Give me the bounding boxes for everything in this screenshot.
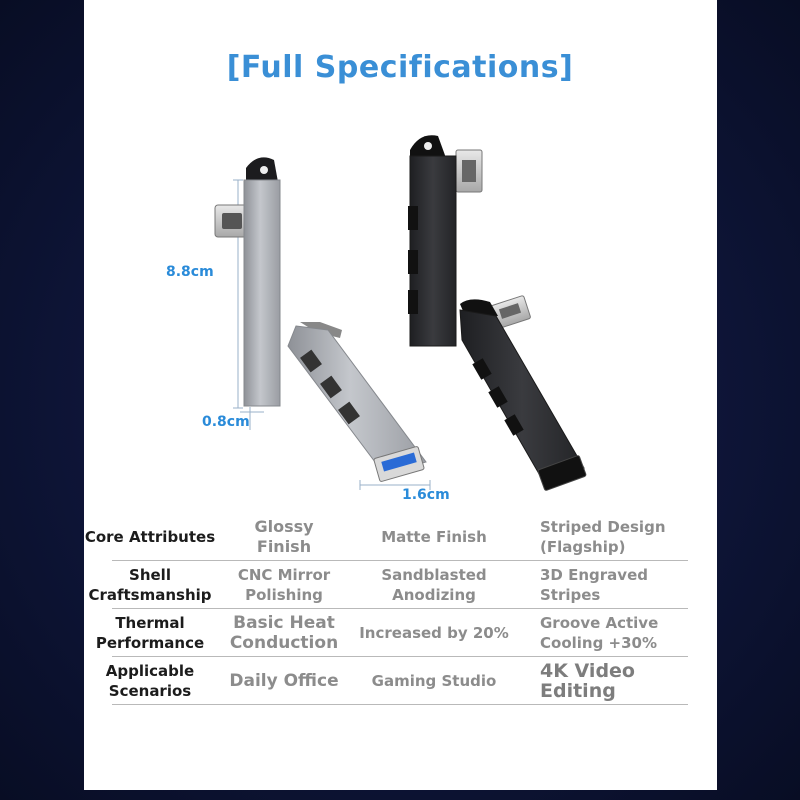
glossy-cell: CNC Mirror Polishing: [237, 566, 331, 604]
row-label: Shell Craftsmanship: [88, 566, 212, 604]
row-divider: [112, 704, 688, 705]
table-row: [84, 514, 717, 562]
silver-hub-angled: [288, 322, 426, 482]
row-divider: [112, 656, 688, 657]
row-label: Thermal Performance: [95, 614, 205, 652]
table-row: [84, 562, 717, 610]
dimension-thickness-label: 0.8cm: [202, 414, 250, 430]
striped-cell: 4K Video Editing: [540, 660, 635, 702]
matte-cell: Sandblasted Anodizing: [381, 566, 487, 604]
striped-cell: Groove Active Cooling +30%: [540, 614, 659, 652]
glossy-cell: Glossy Finish: [254, 517, 314, 556]
silver-hub-vertical: [215, 157, 280, 406]
matte-cell: Gaming Studio: [371, 672, 497, 690]
glossy-cell: Basic Heat Conduction: [229, 613, 339, 653]
glossy-cell: Daily Office: [229, 671, 339, 691]
dimension-length-label: 8.8cm: [166, 264, 214, 280]
row-label: Applicable Scenarios: [105, 662, 195, 700]
table-row: [84, 610, 717, 658]
matte-cell: Increased by 20%: [359, 624, 509, 642]
row-divider: [112, 608, 688, 609]
row-label: Core Attributes: [84, 528, 216, 546]
striped-cell: Striped Design (Flagship): [540, 518, 666, 556]
dimension-width-label: 1.6cm: [402, 487, 450, 503]
black-hub-angled: [460, 295, 586, 491]
row-divider: [112, 560, 688, 561]
table-row: [84, 658, 717, 706]
striped-cell: 3D Engraved Stripes: [540, 566, 648, 604]
matte-cell: Matte Finish: [381, 528, 487, 546]
page-title: [Full Specifications]: [226, 50, 574, 85]
